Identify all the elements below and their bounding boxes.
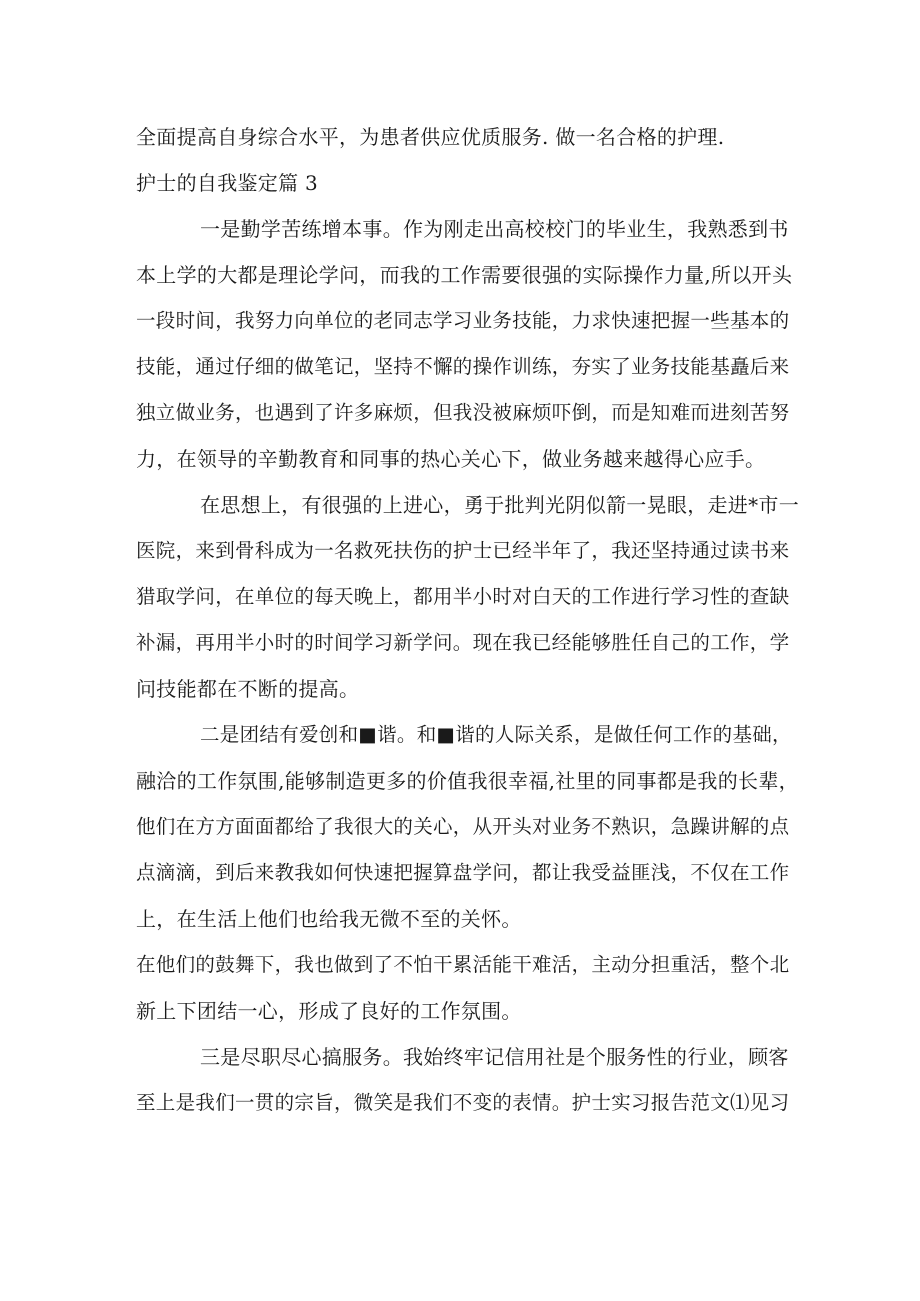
paragraph-line: 问技能都在不断的提高。 xyxy=(136,677,360,701)
paragraph-line: 融洽的工作氛围,能够制造更多的价值我很幸福,社里的同事都是我的长辈， xyxy=(136,769,799,793)
paragraph-line: 至上是我们一贯的宗旨，微笑是我们不变的表情。护士实习报告范文⑴见习 xyxy=(136,1091,790,1114)
paragraph-line: 医院，来到骨科成为一名救死扶伤的护士已经半年了，我还坚持通过读书来 xyxy=(136,539,790,562)
paragraph-line: 力，在领导的辛勤教育和同事的热心关心下，做业务越来越得心应手。 xyxy=(136,447,766,471)
paragraph-line: 上，在生活上他们也给我无微不至的关怀。 xyxy=(136,907,522,931)
paragraph-line: 在思想上，有很强的上进心，勇于批判光阴似箭一晃眼，走进*市一 xyxy=(200,493,799,517)
paragraph-line: 全面提高自身综合水平，为患者供应优质服务. 做一名合格的护理. xyxy=(136,125,725,149)
paragraph-line: 技能，通过仔细的做笔记，坚持不懈的操作训练，夯实了业务技能基矗后来 xyxy=(136,355,790,378)
paragraph-line: 他们在方方面面都给了我很大的关心，从开头对业务不熟识，急躁讲解的点 xyxy=(136,815,790,838)
paragraph-line: 点滴滴，到后来教我如何快速把握算盘学问，都让我受益匪浅，不仅在工作 xyxy=(136,861,790,884)
paragraph-line: 二是团结有爱创和■谐。和■谐的人际关系，是做任何工作的基础， xyxy=(200,723,792,746)
paragraph-line: 一段时间，我努力向单位的老同志学习业务技能，力求快速把握一些基本的 xyxy=(136,309,790,332)
paragraph-line: 三是尽职尽心搞服务。我始终牢记信用社是个服务性的行业，顾客 xyxy=(200,1045,789,1069)
paragraph-line: 新上下团结一心，形成了良好的工作氛围。 xyxy=(136,999,522,1023)
paragraph-line: 在他们的鼓舞下，我也做到了不怕干累活能干难活，主动分担重活，整个北 xyxy=(136,953,790,976)
paragraph-line: 补漏，再用半小时的时间学习新学问。现在我已经能够胜任自己的工作，学 xyxy=(136,631,790,654)
paragraph-line: 独立做业务，也遇到了许多麻烦，但我没被麻烦吓倒，而是知难而进刻苦努 xyxy=(136,401,790,424)
paragraph-line: 猎取学问，在单位的每天晚上，都用半小时对白天的工作进行学习性的查缺 xyxy=(136,585,790,608)
paragraph-line: 一是勤学苦练增本事。作为刚走出高校校门的毕业生，我熟悉到书 xyxy=(200,217,789,241)
section-heading: 护士的自我鉴定篇 3 xyxy=(136,171,319,195)
paragraph-line: 本上学的大都是理论学问，而我的工作需要很强的实际操作力量,所以开头 xyxy=(136,263,793,287)
